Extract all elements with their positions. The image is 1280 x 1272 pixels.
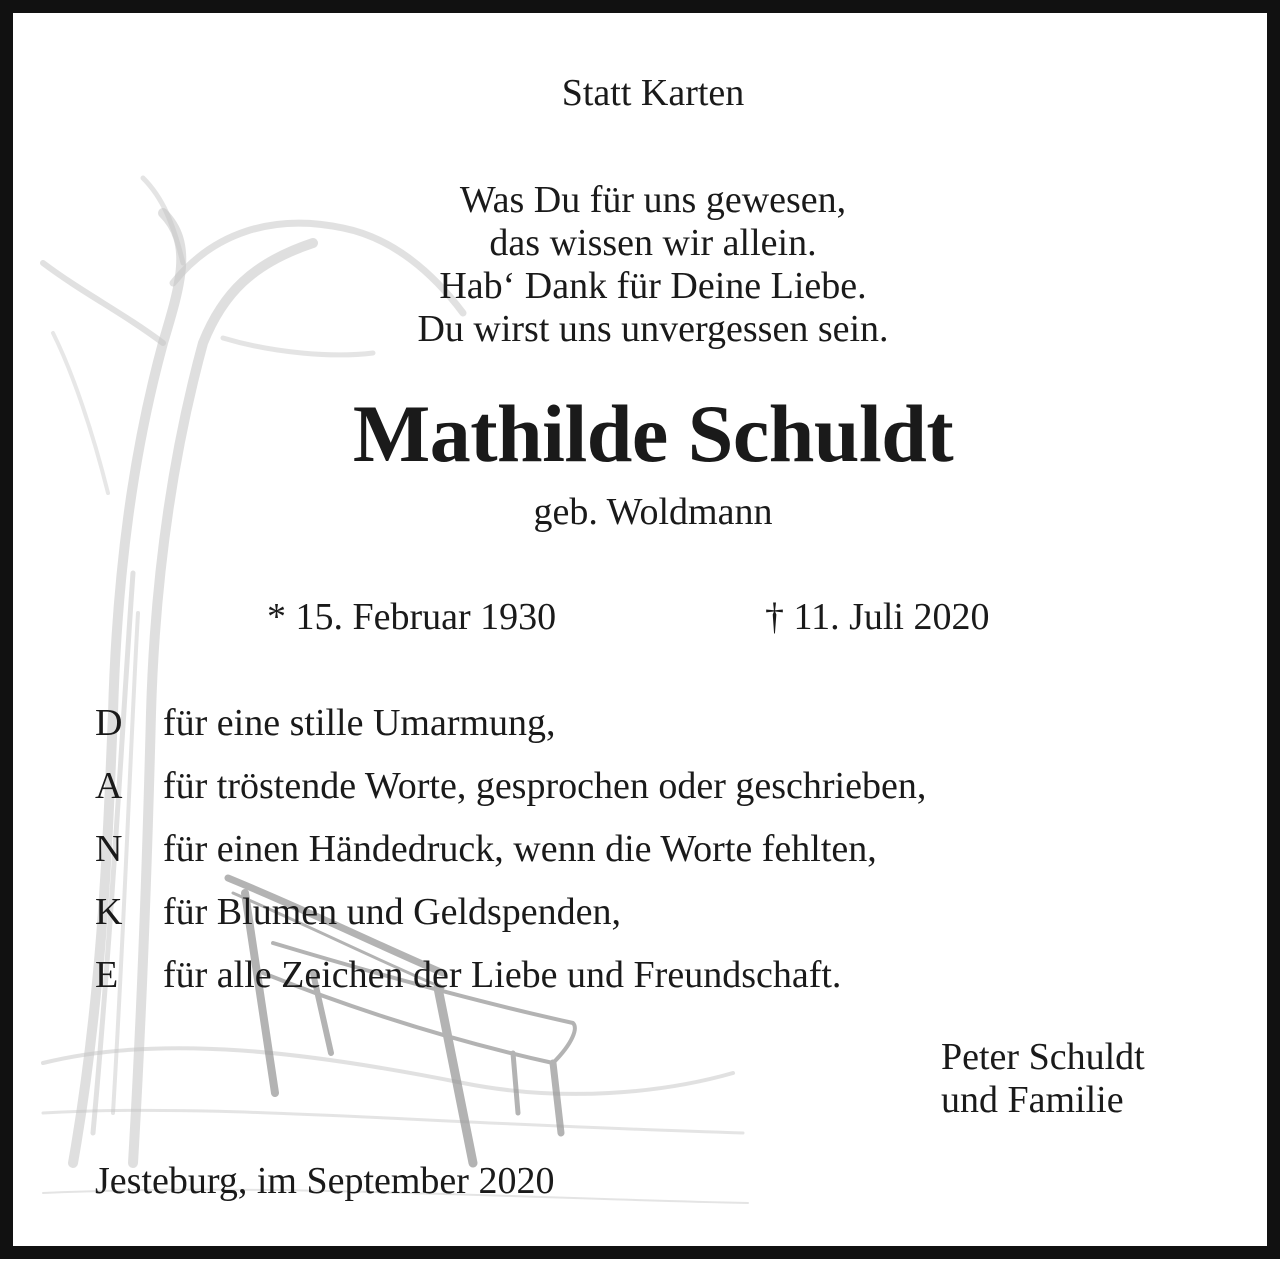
signature-line: und Familie [941,1079,1124,1121]
thanks-line [95,764,926,808]
signature [941,1036,1145,1122]
acrostic-letter: D [95,702,123,744]
death-date: † 11. Juli 2020 [765,596,990,638]
poem [13,179,1280,351]
acrostic-letter: A [95,765,123,807]
thanks-text: für tröstende Worte, gesprochen oder geschrieben, [163,765,927,807]
thanks-text: für alle Zeichen der Liebe und Freundschaft. [163,954,842,996]
poem-line: Du wirst uns unvergessen sein. [417,308,889,350]
thanks-line [95,701,556,745]
thanks-line [95,890,621,934]
thanks-line [95,827,877,871]
thanks-text: für eine stille Umarmung, [163,702,556,744]
place-and-date: Jesteburg, im September 2020 [95,1160,555,1202]
maiden-name: geb. Woldmann [533,491,773,533]
thanks-text: für Blumen und Geldspenden, [163,891,622,933]
thanks-text: für einen Händedruck, wenn die Worte fehlten, [163,828,877,870]
thanks-line [95,953,841,997]
acrostic-letter: N [95,828,123,870]
acrostic-letter: E [95,954,119,996]
deceased-name: Mathilde Schuldt [352,388,954,479]
header-statt-karten: Statt Karten [561,72,745,114]
birth-date: * 15. Februar 1930 [267,596,557,638]
signature-line: Peter Schuldt [941,1036,1145,1078]
poem-line: Hab‘ Dank für Deine Liebe. [439,265,867,307]
poem-line: das wissen wir allein. [489,222,817,264]
poem-line: Was Du für uns gewesen, [459,179,847,221]
acrostic-letter: K [95,891,123,933]
